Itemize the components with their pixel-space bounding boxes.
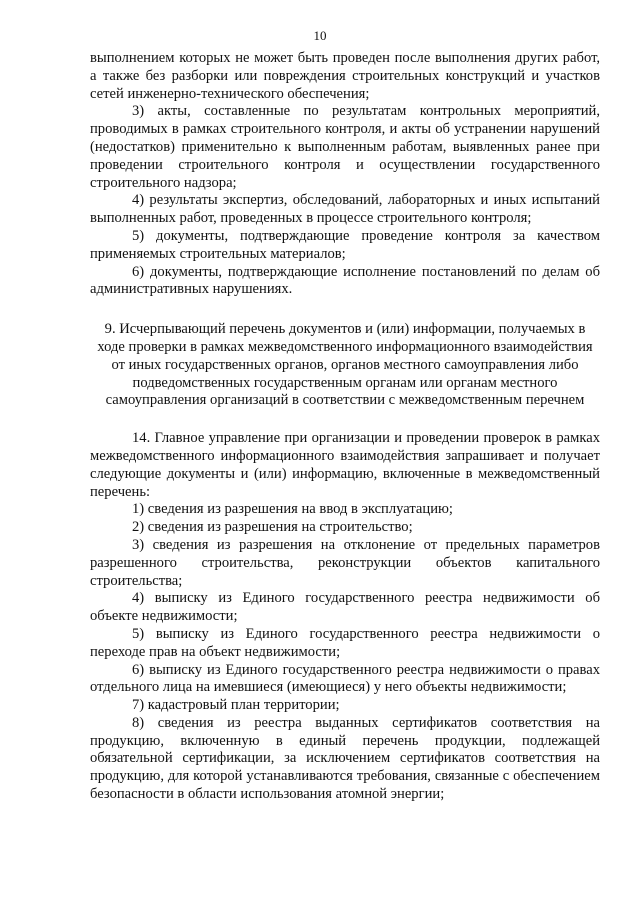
list-item: 6) документы, подтверждающие исполнение постановлений по делам об административных нарушениях.: [90, 263, 600, 298]
paragraphs-before: [90, 50, 600, 299]
list-item: 8) сведения из реестра выданных сертификатов соответствия на продукцию, включенную в единый перечень продукции, подлежащей обязательной сертификации, за исключением сертификатов соответствия на продукцию, для которой устанавливаются требования, связанные с обеспечением безопасности в области использования атомной энергии;: [90, 714, 600, 803]
section-heading: 9. Исчерпывающий перечень документов и (или) информации, получаемых в ходе проверки в рамках межведомственного информационного взаимодействия от иных государственных органов, органов местного самоуправления либо подведомственных государственным органам или органам местного самоуправления организаций в соответствии с межведомственным перечнем: [97, 321, 593, 409]
list-item: 2) сведения из разрешения на строительство;: [132, 519, 413, 536]
list-item: 6) выписку из Единого государственного реестра недвижимости о правах отдельного лица на имевшиеся (имеющиеся) у него объекты недвижимости;: [90, 661, 600, 696]
document-body: [90, 50, 600, 804]
list-item: 5) документы, подтверждающие проведение контроля за качеством применяемых строительных материалов;: [90, 227, 600, 262]
list-item: 7) кадастровый план территории;: [132, 697, 340, 714]
list-item: 4) результаты экспертиз, обследований, лабораторных и иных испытаний выполненных работ, проведенных в процессе строительного контроля;: [90, 192, 600, 227]
list-item: 3) сведения из разрешения на отклонение от предельных параметров разрешенного строительства, реконструкции объектов капитального строительства;: [90, 536, 600, 589]
page-number: 10: [313, 28, 327, 43]
list-item: 1) сведения из разрешения на ввод в эксплуатацию;: [132, 501, 453, 518]
paragraph: выполнением которых не может быть проведен после выполнения других работ, а также без разборки или повреждения строительных конструкций и участков сетей инженерно-технического обеспечения;: [90, 50, 600, 102]
list-item: 4) выписку из Единого государственного реестра недвижимости об объекте недвижимости;: [90, 590, 600, 625]
list-item: 5) выписку из Единого государственного реестра недвижимости о переходе прав на объект недвижимости;: [90, 625, 600, 660]
paragraphs-after: [90, 430, 600, 804]
list-item: 3) акты, составленные по результатам контрольных мероприятий, проводимых в рамках строительного контроля, и акты об устранении нарушений (недостатков) применительно к выполненным работам, выявленных ранее при проведении строительного контроля и осуществлении государственного строительного надзора;: [90, 103, 600, 191]
paragraph: 14. Главное управление при организации и проведении проверок в рамках межведомственного информационного взаимодействия запрашивает и получает следующие документы и (или) информацию, включенные в межведомственный перечень:: [90, 430, 600, 500]
